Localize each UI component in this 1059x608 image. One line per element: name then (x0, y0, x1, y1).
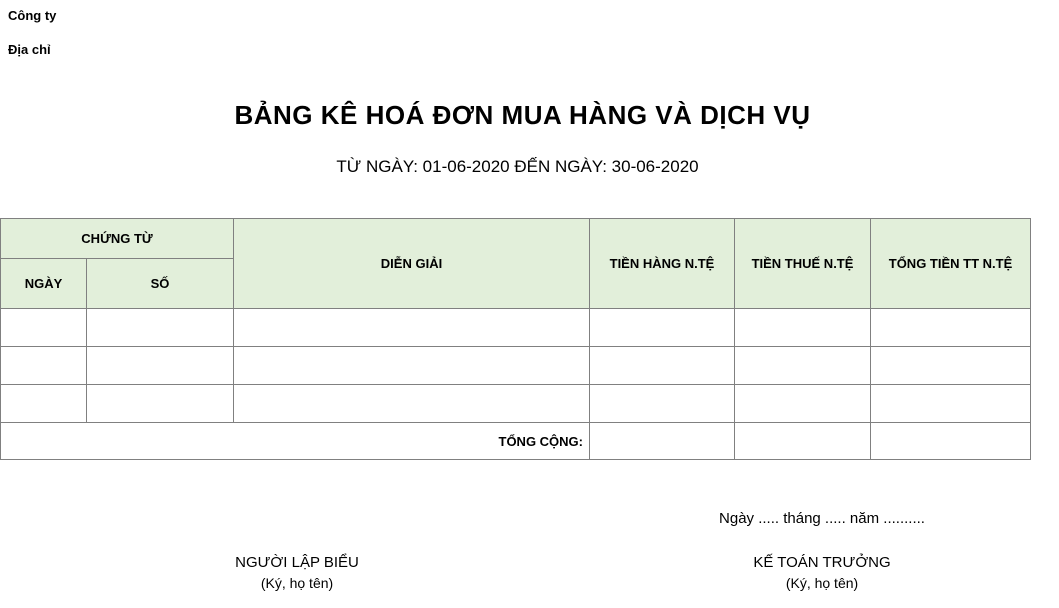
company-name-label: Công ty (8, 8, 57, 23)
table-row (1, 347, 1031, 385)
page-title: BẢNG KÊ HOÁ ĐƠN MUA HÀNG VÀ DỊCH VỤ (234, 100, 811, 130)
table-cell (871, 309, 1031, 347)
table-row (1, 309, 1031, 347)
signature-date-line: Ngày ..... tháng ..... năm .......... (719, 510, 925, 527)
invoice-table-header (1, 219, 1031, 309)
table-cell (87, 309, 234, 347)
table-cell (871, 385, 1031, 423)
total-tien-thue-cell (735, 423, 871, 460)
header-dien-giai: DIỄN GIẢI (234, 219, 590, 309)
table-cell (1, 309, 87, 347)
total-tong-tien-cell (871, 423, 1031, 460)
table-cell (590, 347, 735, 385)
total-label: TỔNG CỘNG: (1, 423, 590, 460)
header-ngay: NGÀY (1, 259, 87, 309)
header-so: SỐ (87, 259, 234, 309)
table-cell (1, 385, 87, 423)
invoice-table-body (1, 309, 1031, 423)
preparer-signature-block (147, 553, 447, 593)
accountant-title: KẾ TOÁN TRƯỞNG (753, 554, 891, 571)
header-tien-hang: TIỀN HÀNG N.TỆ (590, 219, 735, 309)
table-cell (871, 347, 1031, 385)
company-block (8, 8, 56, 57)
total-row (1, 423, 1031, 460)
invoice-table-footer (1, 423, 1031, 460)
company-address-label: Địa chỉ (8, 42, 51, 57)
preparer-sub: (Ký, họ tên) (260, 575, 334, 591)
total-tien-hang-cell (590, 423, 735, 460)
table-cell (87, 385, 234, 423)
accountant-sub: (Ký, họ tên) (785, 575, 859, 591)
header-chung-tu: CHỨNG TỪ (1, 219, 234, 259)
header-tien-thue: TIỀN THUẾ N.TỆ (735, 219, 871, 309)
invoice-table (0, 218, 1031, 460)
table-cell (1, 347, 87, 385)
preparer-title: NGƯỜI LẬP BIỂU (235, 554, 359, 571)
table-cell (234, 347, 590, 385)
table-cell (735, 385, 871, 423)
table-cell (234, 309, 590, 347)
table-cell (735, 347, 871, 385)
table-row (1, 385, 1031, 423)
accountant-signature-block (672, 553, 972, 593)
table-cell (87, 347, 234, 385)
date-range-subtitle: TỪ NGÀY: 01-06-2020 ĐẾN NGÀY: 30-06-2020 (336, 157, 699, 176)
header-tong-tien: TỔNG TIỀN TT N.TỆ (871, 219, 1031, 309)
table-cell (590, 385, 735, 423)
table-cell (590, 309, 735, 347)
table-cell (234, 385, 590, 423)
table-cell (735, 309, 871, 347)
